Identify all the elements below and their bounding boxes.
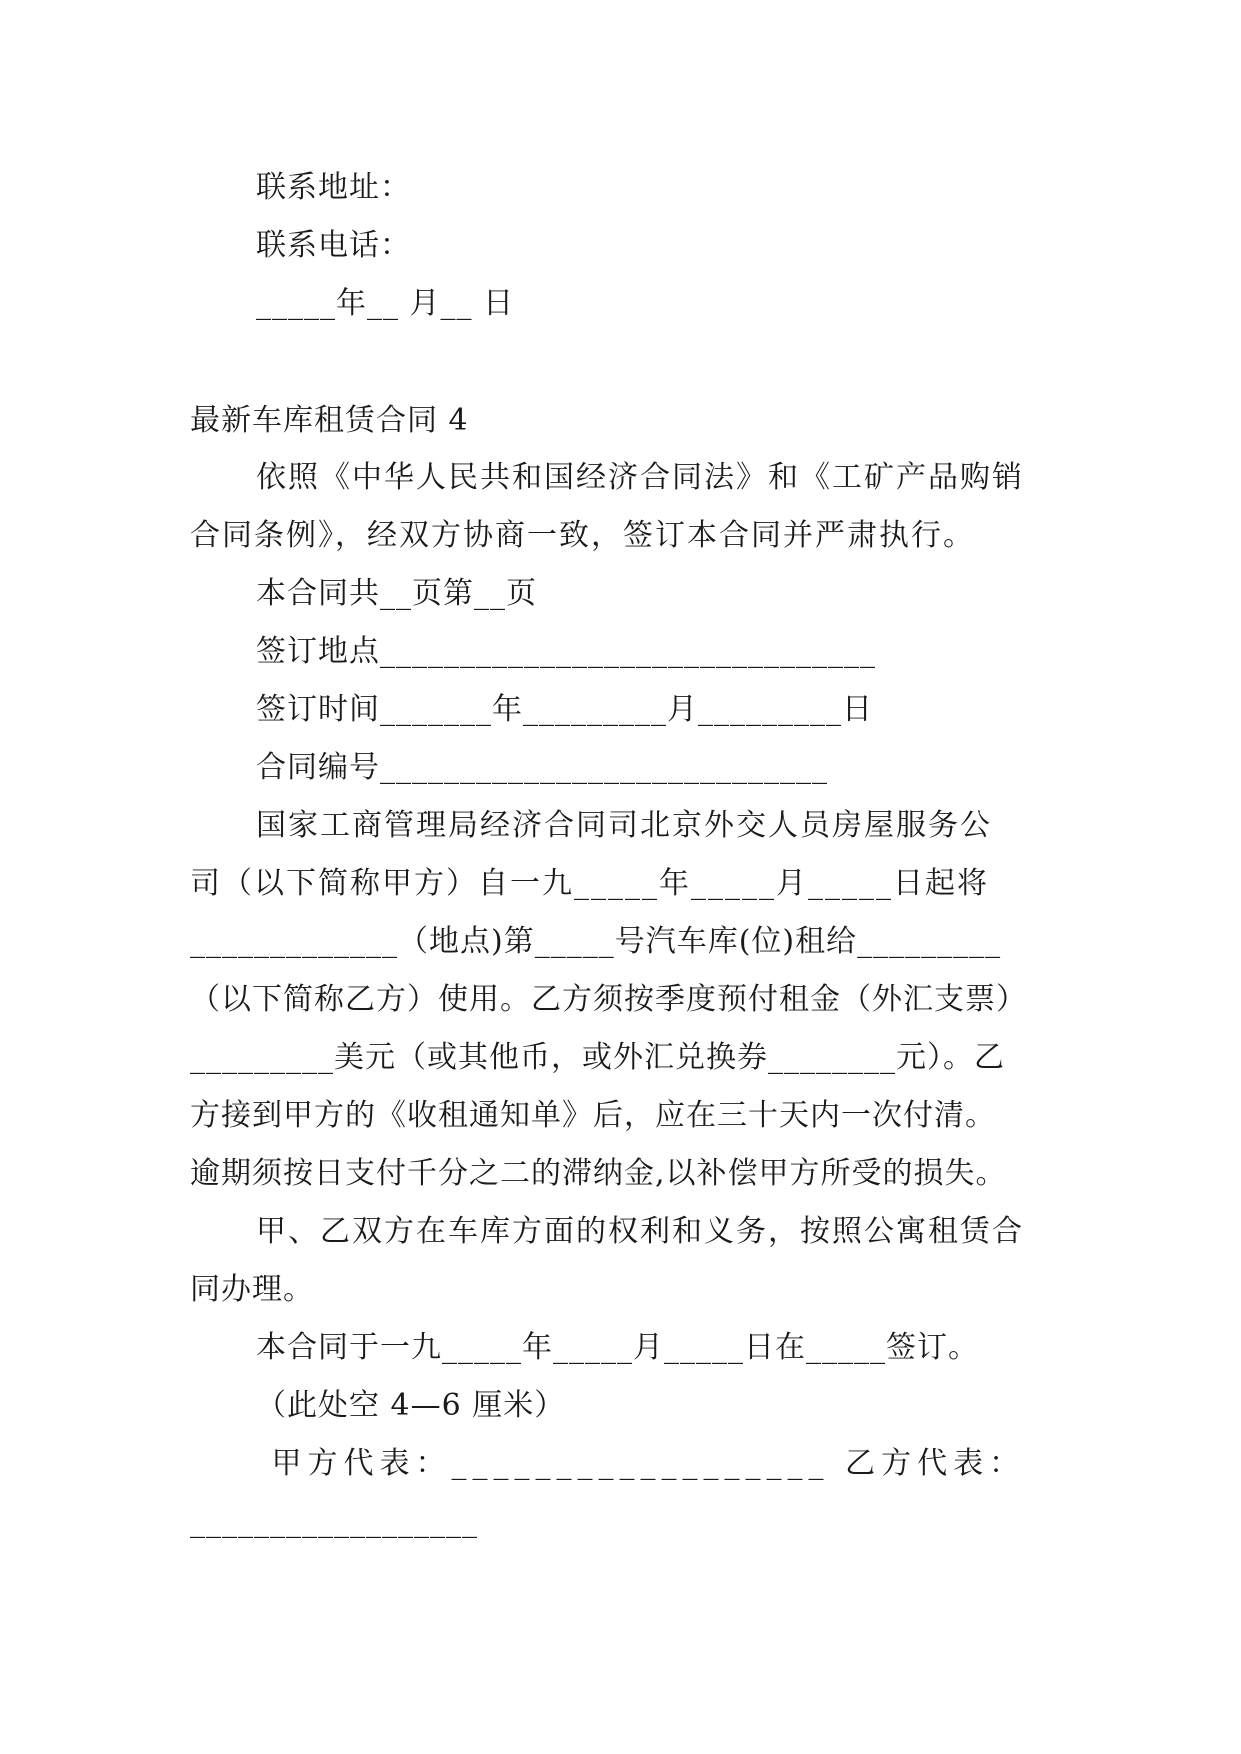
signature-blank-line: __________________ (190, 1504, 478, 1539)
paragraph-line: _________美元（或其他币，或外汇兑换券________元）。乙 (190, 1040, 1005, 1075)
signing-date-line: 本合同于一九_____年_____月_____日在_____签订。 (256, 1330, 979, 1365)
paragraph-line: 司（以下简称甲方）自一九_____年_____月_____日起将 (190, 866, 989, 901)
date-line: _____年__ 月__ 日 (256, 286, 515, 321)
section-title: 最新车库租赁合同 4 (190, 403, 469, 438)
representatives-line: 甲方代表：__________________ 乙方代表： (256, 1446, 1026, 1481)
paragraph-line: 逾期须按日支付千分之二的滞纳金,以补偿甲方所受的损失。 (190, 1156, 1007, 1191)
page-count-line: 本合同共__页第__页 (256, 576, 537, 611)
paragraph-line: _____________（地点)第_____号汽车库(位)租给_________ (190, 924, 1002, 959)
contact-address-label: 联系地址： (256, 170, 411, 205)
signing-time-line: 签订时间_______年_________月_________日 (256, 692, 873, 727)
paragraph-line: 方接到甲方的《收租通知单》后，应在三十天内一次付清。 (190, 1098, 996, 1133)
contact-phone-label: 联系电话： (256, 228, 411, 263)
paragraph-line: 依照《中华人民共和国经济合同法》和《工矿产品购销 (256, 460, 1024, 495)
paragraph-line: （以下简称乙方）使用。乙方须按季度预付租金（外汇支票） (190, 982, 1027, 1017)
paragraph-line: 甲、乙双方在车库方面的权利和义务，按照公寓租赁合 (256, 1214, 1024, 1249)
signing-place-line: 签订地点_______________________________ (256, 634, 876, 669)
spacing-note: （此处空 4—6 厘米） (256, 1388, 566, 1423)
paragraph-line: 国家工商管理局经济合同司北京外交人员房屋服务公 (256, 808, 992, 843)
paragraph-line: 同办理。 (190, 1272, 314, 1307)
contract-number-line: 合同编号____________________________ (256, 750, 828, 785)
paragraph-line: 合同条例》，经双方协商一致，签订本合同并严肃执行。 (190, 518, 975, 553)
